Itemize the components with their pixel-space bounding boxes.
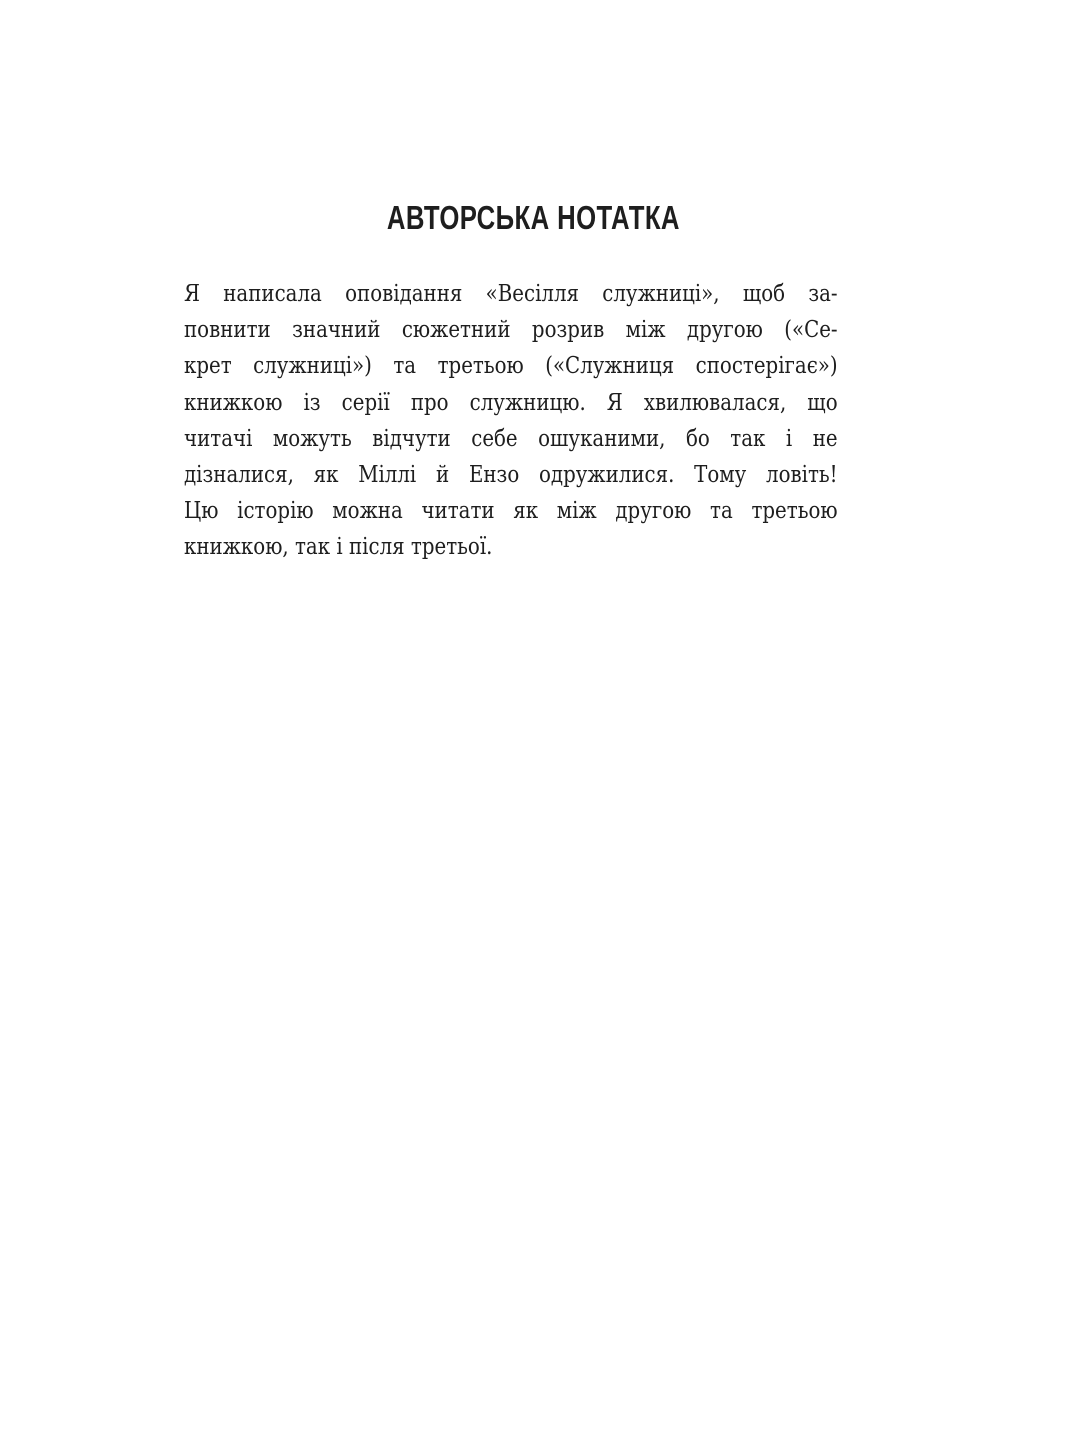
paragraph-line: повнити значний сюжетний розрив між другою («Се-: [184, 317, 838, 344]
paragraph-line-last: книжкою, так і після третьої.: [184, 534, 493, 561]
paragraph-line: крет служниці») та третьою («Служниця спостерігає»): [184, 353, 838, 380]
author-note-paragraph: [184, 276, 844, 566]
paragraph-line: Цю історію можна читати як між другою та третьою: [184, 498, 838, 525]
paragraph-line: книжкою із серії про служницю. Я хвилювалася, що: [184, 389, 838, 416]
page-title: АВТОРСЬКА НОТАТКА: [386, 199, 680, 236]
paragraph-line: читачі можуть відчути себе ошуканими, бо так і не: [184, 425, 838, 452]
paragraph-line: дізналися, як Міллі й Ензо одружилися. Тому ловіть!: [184, 461, 838, 488]
paragraph-line: Я написала оповідання «Весілля служниці», щоб за-: [184, 281, 838, 307]
